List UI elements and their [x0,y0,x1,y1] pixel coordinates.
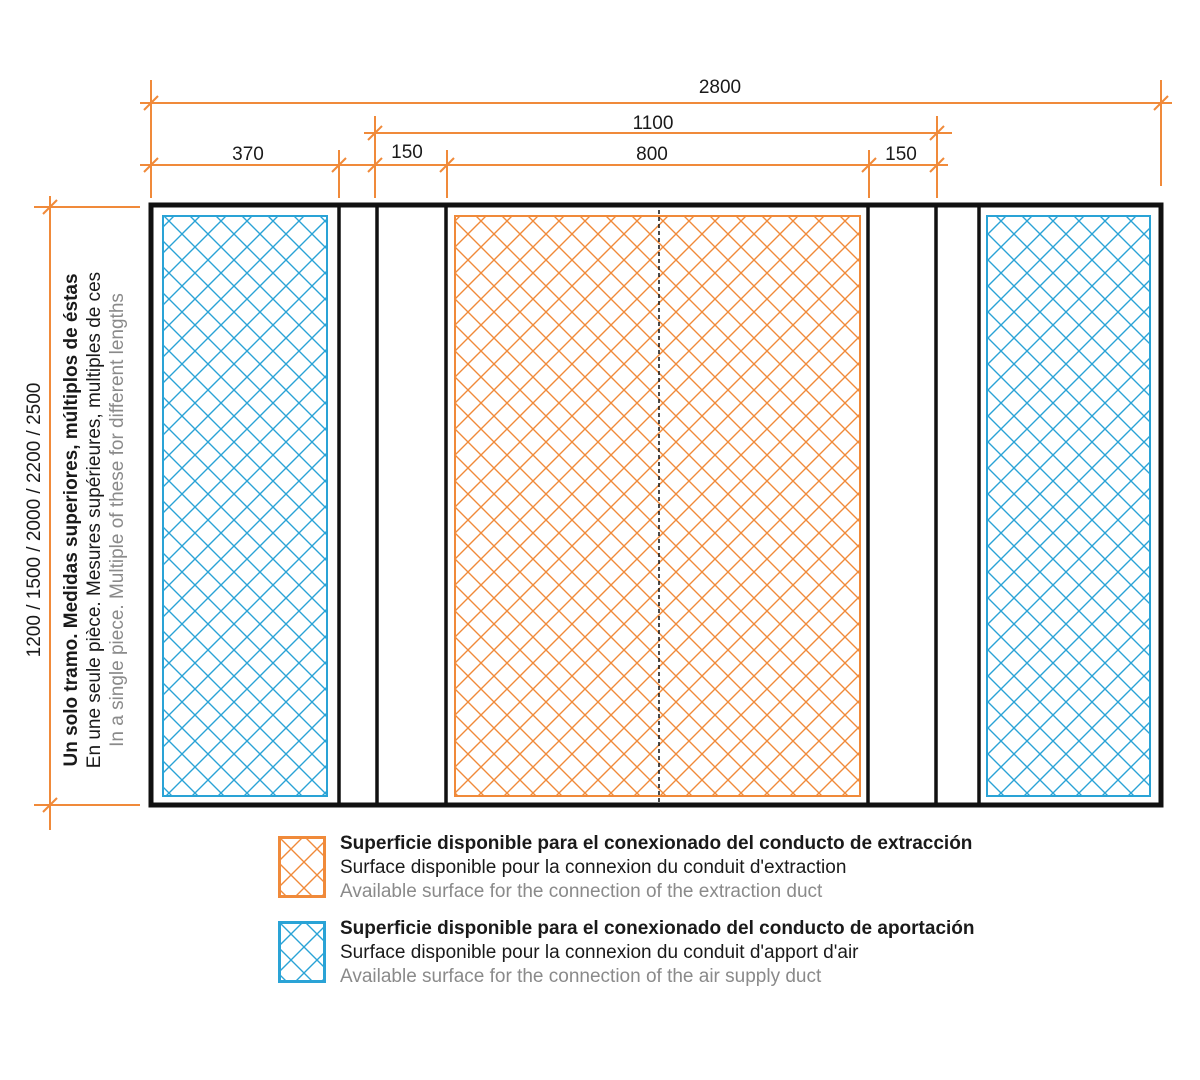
legend-extraction-fr: Surface disponible pour la connexion du conduit d'extraction [340,857,847,878]
supply-panel-left [163,216,327,796]
supply-panel-right [987,216,1150,796]
legend-supply-fr: Surface disponible pour la connexion du conduit d'apport d'air [340,942,859,963]
side-label-fr: En une seule pièce. Mesures supérieures, multiples de ces [84,271,105,769]
dim-label-gap-right: 150 [885,144,917,165]
dim-label-left-panel: 370 [232,144,264,165]
dim-label-gap-left: 150 [391,142,423,163]
dim-label-center-group: 1100 [632,113,674,134]
legend-text-supply [340,917,975,989]
extraction-panel-center [455,216,860,796]
legend-extraction-es: Superficie disponible para el conexionado del conducto de extracción [340,833,973,854]
side-label-en: In a single piece. Multiple of these for different lengths [107,293,128,747]
side-label [24,272,128,768]
legend-extraction-en: Available surface for the connection of the extraction duct [340,881,823,902]
legend-supply-es: Superficie disponible para el conexionado del conducto de aportación [340,918,975,939]
dim-label-total: 2800 [698,77,742,98]
side-label-lengths: 1200 / 1500 / 2000 / 2200 / 2500 [24,382,45,658]
supply-swatch-icon [278,921,326,983]
legend-supply-en: Available surface for the connection of the air supply duct [340,966,822,987]
dim-label-center-panel: 800 [636,144,668,165]
legend-item-supply [278,917,1098,987]
side-label-es: Un solo tramo. Medidas superiores, múltiplos de éstas [61,273,82,767]
legend-text-extraction [340,832,972,904]
legend-item-extraction [278,832,1098,902]
extraction-swatch-icon [278,836,326,898]
